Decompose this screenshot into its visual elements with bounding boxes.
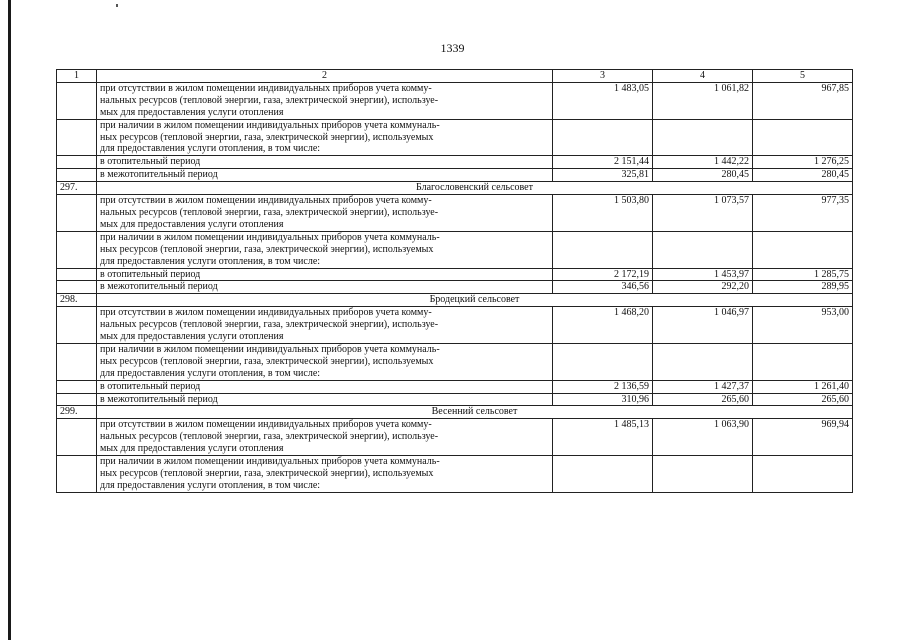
section-row xyxy=(57,182,853,195)
value-col-5: 289,95 xyxy=(753,281,853,294)
row-description xyxy=(97,456,553,493)
value-col-4 xyxy=(653,456,753,493)
row-number-cell xyxy=(57,393,97,406)
description-text: в отопительный период xyxy=(100,156,201,168)
description-text: при отсутствии в жилом помещении индивидуальных приборов учета комму- нальных ресурсов (тепловой энергии, газа, электрической энергии), используе- мых для предоставления услуги отопления xyxy=(100,82,439,118)
value-col-5: 977,35 xyxy=(753,195,853,232)
value-col-4: 265,60 xyxy=(653,393,753,406)
row-description xyxy=(97,343,553,380)
description-text: в отопительный период xyxy=(100,380,201,392)
value-col-3 xyxy=(553,231,653,268)
row-number-cell xyxy=(57,231,97,268)
header-col-2: 2 xyxy=(97,70,553,83)
scan-speck xyxy=(116,4,118,7)
table-row xyxy=(57,156,853,169)
row-number-cell xyxy=(57,419,97,456)
row-number-cell xyxy=(57,281,97,294)
value-col-3: 1 485,13 xyxy=(553,419,653,456)
row-number-cell xyxy=(57,307,97,344)
row-number-cell xyxy=(57,195,97,232)
value-col-5 xyxy=(753,231,853,268)
scan-edge-line xyxy=(8,0,11,640)
value-col-3: 2 151,44 xyxy=(553,156,653,169)
section-title: Весенний сельсовет xyxy=(97,406,853,419)
value-col-4 xyxy=(653,119,753,156)
value-col-5 xyxy=(753,343,853,380)
table-row xyxy=(57,419,853,456)
row-description xyxy=(97,380,553,393)
tariff-table-body xyxy=(57,70,853,493)
value-col-3: 1 503,80 xyxy=(553,195,653,232)
value-col-4 xyxy=(653,231,753,268)
description-text: при наличии в жилом помещении индивидуальных приборов учета коммуналь- ных ресурсов (тепловой энергии, газа, электрической энергии), используемых для предоставления услуги отопления, в том числе: xyxy=(100,343,440,379)
value-col-4: 1 046,97 xyxy=(653,307,753,344)
row-description xyxy=(97,393,553,406)
row-description xyxy=(97,281,553,294)
row-number-cell xyxy=(57,456,97,493)
description-text: в межотопительный период xyxy=(100,393,218,405)
section-row xyxy=(57,294,853,307)
header-col-1: 1 xyxy=(57,70,97,83)
value-col-4: 292,20 xyxy=(653,281,753,294)
value-col-4: 1 427,37 xyxy=(653,380,753,393)
row-number-cell xyxy=(57,169,97,182)
header-col-5: 5 xyxy=(753,70,853,83)
header-col-4: 4 xyxy=(653,70,753,83)
table-row xyxy=(57,268,853,281)
value-col-4: 1 063,90 xyxy=(653,419,753,456)
row-number-cell xyxy=(57,156,97,169)
row-description xyxy=(97,156,553,169)
value-col-5: 967,85 xyxy=(753,82,853,119)
description-text: при отсутствии в жилом помещении индивидуальных приборов учета комму- нальных ресурсов (тепловой энергии, газа, электрической энергии), используе- мых для предоставления услуги отопления xyxy=(100,307,439,343)
tariff-table xyxy=(56,69,853,493)
table-row xyxy=(57,343,853,380)
section-row xyxy=(57,406,853,419)
description-text: в отопительный период xyxy=(100,268,201,280)
value-col-3: 310,96 xyxy=(553,393,653,406)
value-col-4: 1 061,82 xyxy=(653,82,753,119)
row-description xyxy=(97,119,553,156)
row-number-cell xyxy=(57,119,97,156)
header-col-3: 3 xyxy=(553,70,653,83)
value-col-4: 280,45 xyxy=(653,169,753,182)
table-row xyxy=(57,307,853,344)
row-description xyxy=(97,307,553,344)
value-col-5 xyxy=(753,456,853,493)
value-col-3: 346,56 xyxy=(553,281,653,294)
value-col-3: 2 172,19 xyxy=(553,268,653,281)
value-col-3: 2 136,59 xyxy=(553,380,653,393)
value-col-5: 265,60 xyxy=(753,393,853,406)
table-row xyxy=(57,456,853,493)
value-col-3 xyxy=(553,343,653,380)
value-col-5: 1 285,75 xyxy=(753,268,853,281)
description-text: при наличии в жилом помещении индивидуальных приборов учета коммуналь- ных ресурсов (тепловой энергии, газа, электрической энергии), используемых для предоставления услуги отопления, в том числе: xyxy=(100,456,440,491)
value-col-5 xyxy=(753,119,853,156)
description-text: в межотопительный период xyxy=(100,281,218,293)
section-title: Благословенский сельсовет xyxy=(97,182,853,195)
table-row xyxy=(57,119,853,156)
value-col-3: 1 468,20 xyxy=(553,307,653,344)
row-description xyxy=(97,169,553,182)
value-col-4 xyxy=(653,343,753,380)
row-number-cell xyxy=(57,343,97,380)
row-number-cell xyxy=(57,268,97,281)
value-col-5: 1 261,40 xyxy=(753,380,853,393)
table-row xyxy=(57,195,853,232)
page-number: 1339 xyxy=(440,41,465,55)
description-text: в межотопительный период xyxy=(100,169,218,181)
table-row xyxy=(57,231,853,268)
description-text: при отсутствии в жилом помещении индивидуальных приборов учета комму- нальных ресурсов (тепловой энергии, газа, электрической энергии), используе- мых для предоставления услуги отопления xyxy=(100,419,439,455)
value-col-3: 325,81 xyxy=(553,169,653,182)
row-number-cell xyxy=(57,380,97,393)
table-row xyxy=(57,393,853,406)
table-row xyxy=(57,281,853,294)
description-text: при наличии в жилом помещении индивидуальных приборов учета коммуналь- ных ресурсов (тепловой энергии, газа, электрической энергии), используемых для предоставления услуги отопления, в том числе: xyxy=(100,119,440,155)
value-col-3 xyxy=(553,119,653,156)
value-col-3 xyxy=(553,456,653,493)
section-title: Бродецкий сельсовет xyxy=(97,294,853,307)
description-text: при отсутствии в жилом помещении индивидуальных приборов учета комму- нальных ресурсов (тепловой энергии, газа, электрической энергии), используе- мых для предоставления услуги отопления xyxy=(100,195,439,230)
table-row xyxy=(57,82,853,119)
row-description xyxy=(97,82,553,119)
section-number: 297. xyxy=(57,182,97,195)
row-description xyxy=(97,419,553,456)
table-row xyxy=(57,169,853,182)
row-description xyxy=(97,268,553,281)
row-description xyxy=(97,231,553,268)
value-col-4: 1 453,97 xyxy=(653,268,753,281)
row-description xyxy=(97,195,553,232)
section-number: 299. xyxy=(57,406,97,419)
value-col-5: 280,45 xyxy=(753,169,853,182)
section-number: 298. xyxy=(57,294,97,307)
row-number-cell xyxy=(57,82,97,119)
table-header-row xyxy=(57,70,853,83)
value-col-5: 969,94 xyxy=(753,419,853,456)
value-col-4: 1 442,22 xyxy=(653,156,753,169)
value-col-3: 1 483,05 xyxy=(553,82,653,119)
description-text: при наличии в жилом помещении индивидуальных приборов учета коммуналь- ных ресурсов (тепловой энергии, газа, электрической энергии), используемых для предоставления услуги отопления, в том числе: xyxy=(100,231,440,267)
value-col-5: 953,00 xyxy=(753,307,853,344)
value-col-4: 1 073,57 xyxy=(653,195,753,232)
table-row xyxy=(57,380,853,393)
value-col-5: 1 276,25 xyxy=(753,156,853,169)
